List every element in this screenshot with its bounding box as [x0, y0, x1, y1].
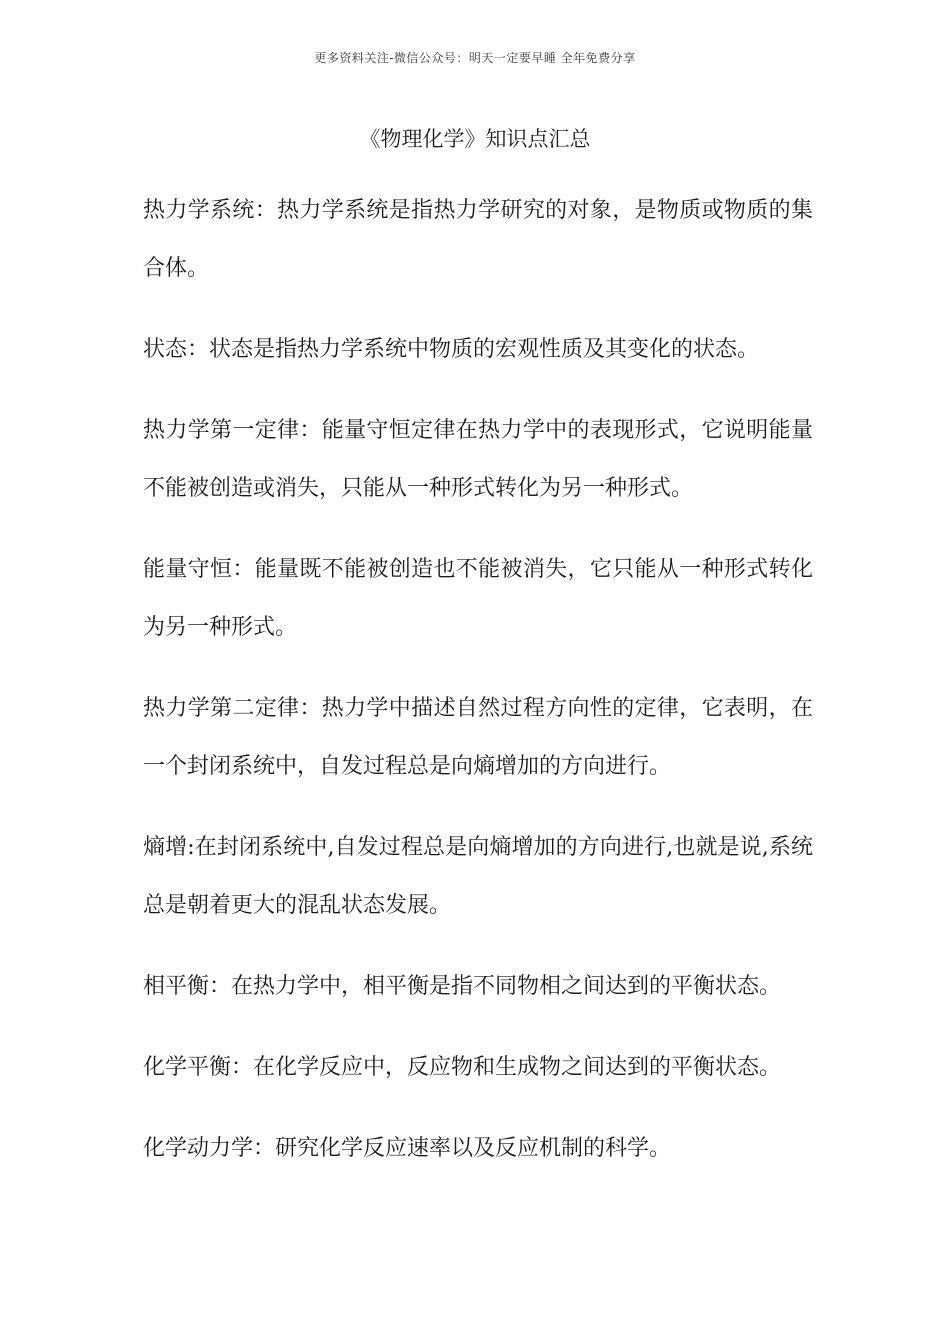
paragraph-second-law [143, 680, 813, 796]
paragraph-text: 在热力学中，相平衡是指不同物相之间达到的平衡状态。 [231, 974, 782, 999]
paragraph-text: 状态是指热力学系统中物质的宏观性质及其变化的状态。 [209, 337, 760, 362]
paragraph-separator: ： [299, 696, 322, 721]
paragraph-text: 热力学系统是指热力学研究的对象，是物质或物质的集合体。 [143, 198, 813, 281]
paragraph-entropy-increase [143, 819, 813, 935]
paragraph-separator: ： [187, 337, 210, 362]
paragraph-chemical-kinetics [143, 1120, 813, 1178]
paragraph-separator: ： [254, 198, 278, 223]
paragraph-text: 在化学反应中，反应物和生成物之间达到的平衡状态。 [253, 1055, 782, 1080]
paragraph-state [143, 321, 813, 379]
paragraph-first-law [143, 402, 813, 518]
paragraph-separator: : [187, 835, 195, 860]
paragraph-separator: ： [299, 418, 322, 443]
paragraph-separator: ： [253, 1136, 276, 1161]
paragraph-term: 化学动力学 [143, 1136, 254, 1161]
paragraph-term: 热力学系统 [143, 198, 255, 223]
paragraph-term: 状态 [143, 337, 188, 362]
paragraph-thermodynamic-system [143, 182, 813, 298]
paragraph-separator: ： [231, 1055, 254, 1080]
paragraph-term: 相平衡 [143, 974, 210, 999]
paragraph-text: 研究化学反应速率以及反应机制的科学。 [275, 1136, 672, 1161]
paragraph-chemical-equilibrium [143, 1039, 813, 1097]
paragraph-energy-conservation [143, 541, 813, 657]
paragraph-term: 熵增 [143, 835, 188, 860]
paragraph-separator: ： [232, 557, 255, 582]
paragraph-term: 能量守恒 [143, 557, 233, 582]
paragraph-text: 在封闭系统中,自发过程总是向熵增加的方向进行,也就是说,系统总是朝着更大的混乱状态发展。 [143, 835, 813, 918]
paragraph-term: 热力学第一定律 [143, 418, 300, 443]
paragraph-term: 热力学第二定律 [143, 696, 300, 721]
paragraph-separator: ： [209, 974, 232, 999]
paragraph-text: 能量既不能被创造也不能被消失，它只能从一种形式转化为另一种形式。 [143, 557, 813, 640]
document-body [143, 182, 813, 1201]
paragraph-phase-equilibrium [143, 958, 813, 1016]
paragraph-text: 能量守恒定律在热力学中的表现形式，它说明能量不能被创造或消失，只能从一种形式转化为另一种形式。 [143, 418, 813, 501]
paragraph-term: 化学平衡 [143, 1055, 232, 1080]
header-note: 更多资料关注-微信公众号：明天一定要早睡 全年免费分享 [314, 51, 636, 65]
document-title: 《物理化学》知识点汇总 [359, 127, 591, 151]
paragraph-text: 热力学中描述自然过程方向性的定律，它表明，在一个封闭系统中，自发过程总是向熵增加的方向进行。 [143, 696, 813, 779]
